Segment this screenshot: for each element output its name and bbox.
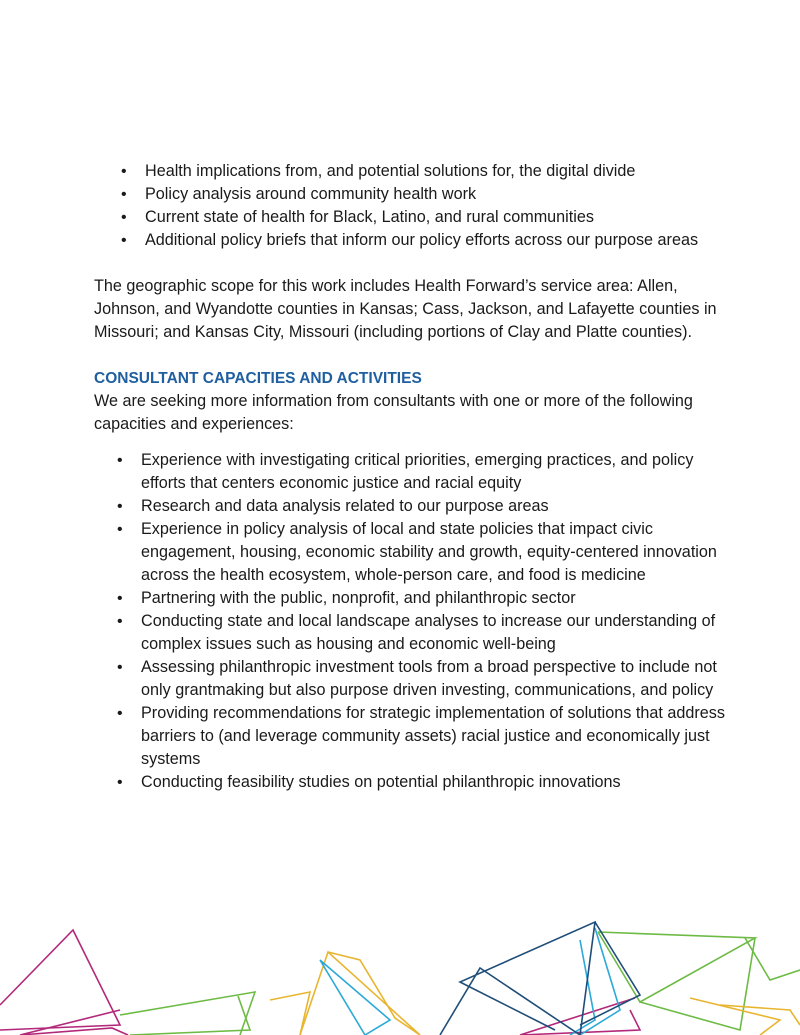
yellow-line <box>690 998 780 1035</box>
green-line <box>120 992 255 1035</box>
yellow-line <box>270 992 310 1035</box>
list-item: • Experience in policy analysis of local and state policies that impact civic engagement, housing, economic stability and growth, equity-centered innovation across the health ecosystem, whole-person care, and food is medicine <box>141 518 734 587</box>
capacity-bullet-list <box>94 449 734 794</box>
list-item: • Conducting state and local landscape analyses to increase our understanding of complex issues such as housing and economic well-being <box>141 610 734 656</box>
body-text <box>94 160 734 794</box>
green-line <box>640 938 755 1030</box>
list-item: • Policy analysis around community health work <box>145 183 734 206</box>
section-heading: CONSULTANT CAPACITIES AND ACTIVITIES <box>94 370 422 387</box>
green-line <box>130 996 250 1035</box>
list-item: • Providing recommendations for strategic implementation of solutions that address barriers to (and leverage community assets) racial justice and economically just systems <box>141 702 734 771</box>
decorative-line-network <box>0 900 800 1035</box>
scope-paragraph: The geographic scope for this work includes Health Forward’s service area: Allen, Johnson, and Wyandotte counties in Kansas; Cass, Jackson, and Lafayette counties in Missouri; and Kansas City, Missouri (including portions of Clay and Platte counties). <box>94 277 717 341</box>
magenta-line <box>20 1010 128 1035</box>
list-item: • Experience with investigating critical priorities, emerging practices, and policy efforts that centers economic justice and racial equity <box>141 449 734 495</box>
list-item: • Health implications from, and potential solutions for, the digital divide <box>145 160 734 183</box>
list-item: • Current state of health for Black, Latino, and rural communities <box>145 206 734 229</box>
green-line <box>598 932 755 1002</box>
list-item: • Assessing philanthropic investment tools from a broad perspective to include not only grantmaking but also purpose driven investing, communications, and policy <box>141 656 734 702</box>
list-item: • Additional policy briefs that inform our policy efforts across our purpose areas <box>145 229 734 252</box>
list-item: • Research and data analysis related to our purpose areas <box>141 495 734 518</box>
top-bullet-list <box>94 160 734 252</box>
intro-paragraph: We are seeking more information from consultants with one or more of the following capacities and experiences: <box>94 392 693 433</box>
list-item: • Conducting feasibility studies on potential philanthropic innovations <box>141 771 734 794</box>
cyan-line <box>580 928 620 1035</box>
navy-line <box>580 922 640 1025</box>
list-item: • Partnering with the public, nonprofit, and philanthropic sector <box>141 587 734 610</box>
